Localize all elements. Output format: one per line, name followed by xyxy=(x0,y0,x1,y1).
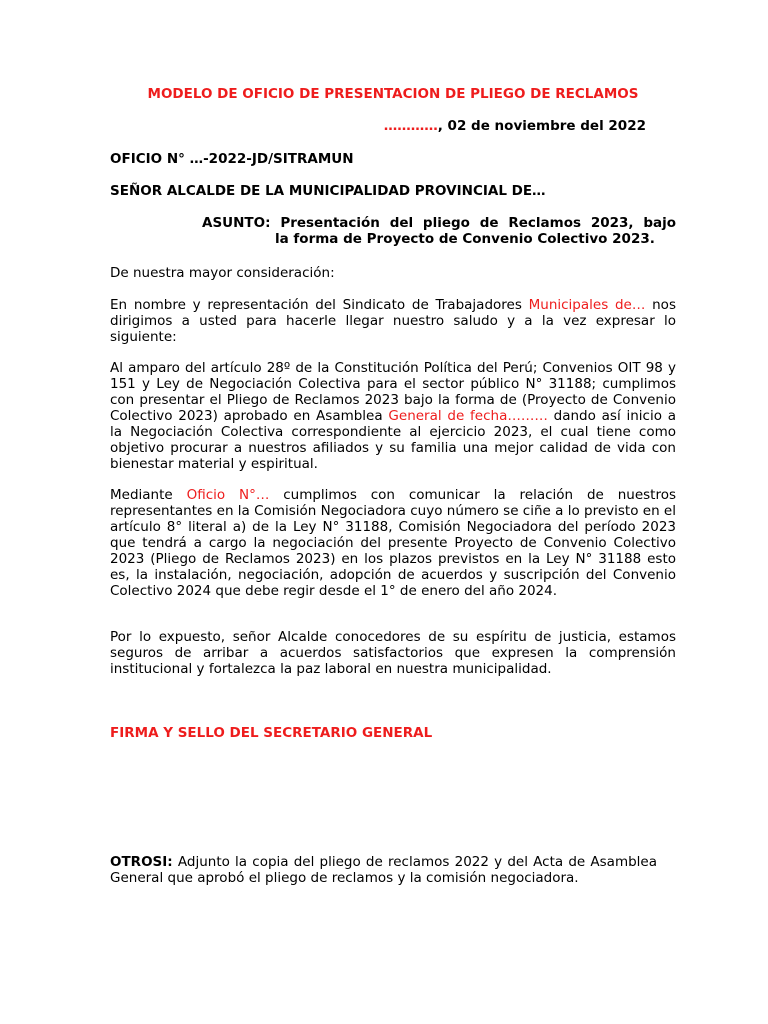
paragraph-1 xyxy=(110,297,676,345)
greeting: De nuestra mayor consideración: xyxy=(110,265,335,281)
asunto-line-1 xyxy=(202,215,676,231)
document-title: MODELO DE OFICIO DE PRESENTACION DE PLIEGO DE RECLAMOS xyxy=(147,86,639,102)
otrosi-note xyxy=(110,854,657,886)
oficio-number: OFICIO N° …-2022-JD/SITRAMUN xyxy=(110,151,354,167)
signature-label: FIRMA Y SELLO DEL SECRETARIO GENERAL xyxy=(110,725,433,741)
otrosi-text: Adjunto la copia del pliego de reclamos 2022 y del Acta de Asamblea General que aprobó el pliego de reclamos y la comisión negociadora. xyxy=(110,854,657,886)
paragraph-2-text: Al amparo del artículo 28º de la Constitución Política del Perú; Convenios OIT 98 y 151 y Ley de Negociación Colectiva para el sector público N° 31188; cumplimos con presentar el Pliego de Reclamos 2023 bajo la forma de (Proyecto de Convenio Colectivo 2023) aprobado en Asamblea xyxy=(110,360,676,424)
asunto-text-1: Presentación del pliego de Reclamos 2023, bajo xyxy=(280,215,676,231)
dateline-date: , 02 de noviembre del 2022 xyxy=(437,118,646,134)
paragraph-1-text-end: nos dirigimos a usted para hacerle llegar nuestro saludo y a la vez expresar lo siguiente: xyxy=(110,297,676,345)
paragraph-3-highlight: Oficio N°… xyxy=(186,487,270,503)
addressee: SEÑOR ALCALDE DE LA MUNICIPALIDAD PROVINCIAL DE… xyxy=(110,183,546,199)
asunto-label: ASUNTO: xyxy=(202,215,271,231)
paragraph-2-text-end: dando así inicio a la Negociación Colectiva correspondiente al ejercicio 2023, el cual tiene como objetivo procurar a nuestros afiliados y su familia una mejor calidad de vida con bienestar material y espiritual. xyxy=(110,408,676,472)
paragraph-3 xyxy=(110,487,676,599)
paragraph-3-text: Mediante xyxy=(110,487,173,503)
paragraph-4: Por lo expuesto, señor Alcalde conocedores de su espíritu de justicia, estamos seguros de arribar a acuerdos satisfactorios que expresen la comprensión institucional y fortalezca la paz laboral en nuestra municipalidad. xyxy=(110,629,676,677)
asunto-block xyxy=(202,215,676,247)
paragraph-2-highlight: General de fecha……… xyxy=(388,408,548,424)
dateline xyxy=(0,118,646,134)
otrosi-label: OTROSI: xyxy=(110,854,173,870)
paragraph-3-text-end: cumplimos con comunicar la relación de nuestros representantes en la Comisión Negociadora cuyo número se ciñe a lo previsto en el artículo 8° literal a) de la Ley N° 31188, Comisión Negociadora del período 2023 que tendrá a cargo la negociación del presente Proyecto de Convenio Colectivo 2023 (Pliego de Reclamos 2023) en los plazos previstos en la Ley N° 31188 esto es, la instalación, negociación, adopción de acuerdos y suscripción del Convenio Colectivo 2024 que debe regir desde el 1° de enero del año 2024. xyxy=(110,487,677,599)
paragraph-1-highlight: Municipales de… xyxy=(528,297,646,313)
asunto-line-2: la forma de Proyecto de Convenio Colectivo 2023. xyxy=(275,231,655,247)
paragraph-1-text: En nombre y representación del Sindicato de Trabajadores xyxy=(110,297,522,313)
dateline-place: ………… xyxy=(383,118,438,134)
paragraph-2 xyxy=(110,360,676,472)
